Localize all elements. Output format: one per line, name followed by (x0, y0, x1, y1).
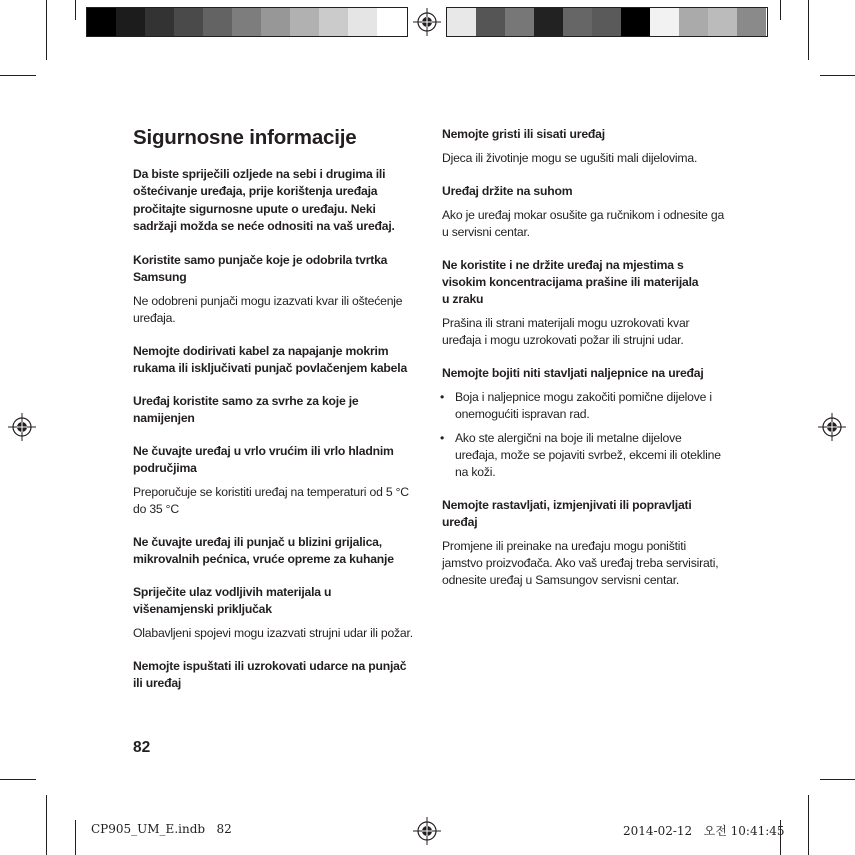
registration-mark-icon (413, 817, 441, 845)
section-heading: Ne koristite i ne držite uređaj na mjestima s visokim koncentracijama prašine ili materijala u zraku (442, 258, 699, 306)
bullet-icon: • (440, 431, 445, 445)
color-swatch (203, 8, 232, 36)
section-body: Preporučuje se koristiti uređaj na temperaturi od 5 °C do 35 °C (133, 485, 409, 517)
section-heading: Nemojte dodirivati kabel za napajanje mokrim rukama ili isključivati punjač povlačenjem kabela (133, 344, 408, 376)
color-swatch (348, 8, 377, 36)
crop-mark (46, 0, 47, 60)
color-bar-left (86, 7, 408, 37)
bullet-icon: • (440, 390, 445, 404)
color-swatch (232, 8, 261, 36)
section-heading: Uređaj držite na suhom (442, 184, 573, 198)
color-swatch (145, 8, 174, 36)
color-swatch (737, 8, 766, 36)
section-heading: Ne čuvajte uređaj u vrlo vrućim ili vrlo hladnim područjima (133, 444, 394, 476)
color-swatch (261, 8, 290, 36)
color-swatch (679, 8, 708, 36)
section-body: Ako je uređaj mokar osušite ga ručnikom i odnesite ga u servisni centar. (442, 208, 725, 239)
color-swatch (174, 8, 203, 36)
crop-mark (808, 0, 809, 60)
color-swatch (319, 8, 348, 36)
color-swatch (87, 8, 116, 36)
color-bar-right (446, 7, 768, 37)
section-body: Djeca ili životinje mogu se ugušiti mali dijelovima. (442, 151, 698, 165)
intro-text: Da biste spriječili ozljede na sebi i drugima ili oštećivanje uređaja, prije korištenja uređaja pročitajte sigurnosne upute o uređaju. Neki sadržaji možda se neće odnositi na vaš uređaj. (133, 167, 395, 233)
color-swatch (476, 8, 505, 36)
section-heading: Nemojte gristi ili sisati uređaj (442, 127, 605, 141)
section-heading: Spriječite ulaz vodljivih materijala u višenamjenski priključak (133, 585, 332, 617)
left-column (133, 126, 413, 692)
section-heading: Ne čuvajte uređaj ili punjač u blizini grijalica, mikrovalnih pećnica, vruće opreme za kuhanje (133, 535, 394, 567)
section-heading: Uređaj koristite samo za svrhe za koje je namijenjen (133, 394, 359, 426)
list-item (442, 389, 727, 423)
page-number: 82 (133, 739, 151, 756)
registration-mark-icon (413, 8, 441, 36)
color-swatch (563, 8, 592, 36)
section-body: Promjene ili preinake na uređaju mogu poništiti jamstvo proizvođača. Ako vaš uređaj treba servisirati, odnesite uređaj u Samsungov servisni centar. (442, 539, 719, 587)
list-item-text: Boja i naljepnice mogu zakočiti pomične dijelove i onemogućiti ispravan rad. (455, 390, 712, 421)
page-title: Sigurnosne informacije (133, 126, 357, 149)
crop-mark (75, 0, 76, 20)
color-swatch (290, 8, 319, 36)
crop-mark (820, 779, 855, 780)
crop-mark (0, 779, 36, 780)
crop-mark (780, 0, 781, 20)
color-swatch (447, 8, 476, 36)
section-heading: Nemojte bojiti niti stavljati naljepnice na uređaj (442, 366, 704, 380)
crop-mark (808, 795, 809, 855)
section-heading: Koristite samo punjače koje je odobrila tvrtka Samsung (133, 253, 388, 285)
list-item (442, 430, 727, 481)
color-swatch (650, 8, 679, 36)
section-body: Olabavljeni spojevi mogu izazvati strujni udar ili požar. (133, 626, 413, 641)
section-body: Ne odobreni punjači mogu izazvati kvar ili oštećenje uređaja. (133, 294, 403, 326)
section-body: Prašina ili strani materijali mogu uzrokovati kvar uređaja i mogu uzrokovati požar ili strujni udar. (442, 316, 690, 347)
color-swatch (116, 8, 145, 36)
crop-mark (0, 75, 36, 76)
slug-file-info: CP905_UM_E.indb 82 (91, 822, 232, 836)
color-swatch (592, 8, 621, 36)
crop-mark (75, 820, 76, 855)
color-swatch (505, 8, 534, 36)
crop-mark (46, 795, 47, 855)
right-column (442, 126, 727, 589)
list-item-text: Ako ste alergični na boje ili metalne dijelove uređaja, može se pojaviti svrbež, ekcemi ili otekline na koži. (455, 431, 721, 479)
color-swatch (708, 8, 737, 36)
section-heading: Nemojte rastavljati, izmjenjivati ili popravljati uređaj (442, 498, 692, 529)
registration-mark-icon (818, 413, 846, 441)
registration-mark-icon (8, 413, 36, 441)
slug-timestamp: 2014-02-12 오전 10:41:45 (623, 824, 785, 838)
color-swatch (621, 8, 650, 36)
section-heading: Nemojte ispuštati ili uzrokovati udarce na punjač ili uređaj (133, 659, 407, 691)
crop-mark (820, 75, 855, 76)
color-swatch (534, 8, 563, 36)
